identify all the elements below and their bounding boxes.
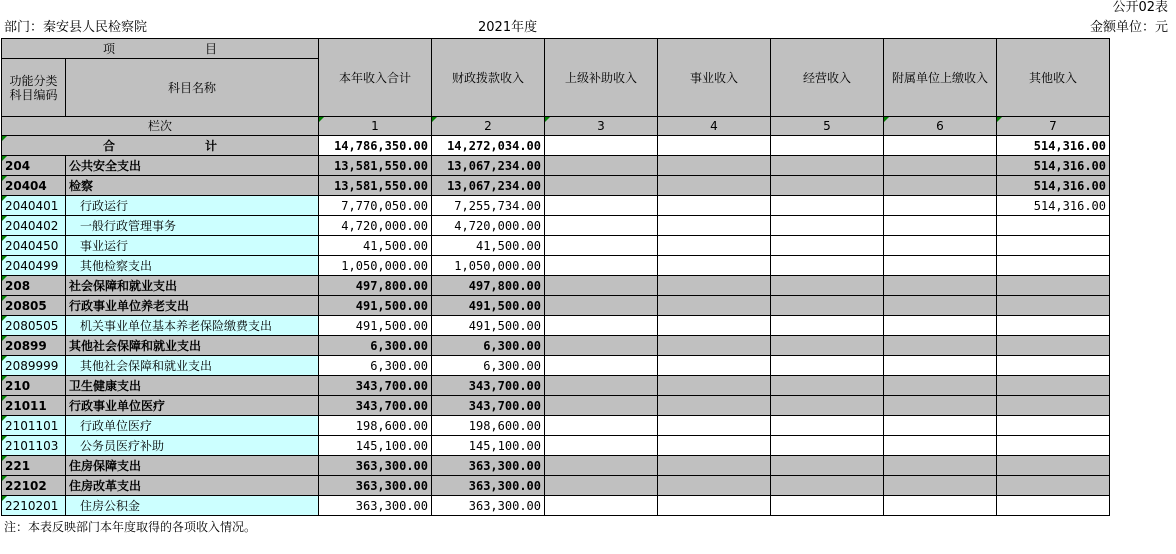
amount-cell: 514,316.00 [997,196,1110,216]
table-row [2,276,1110,296]
amount-cell [997,316,1110,336]
col-header-operating: 经营收入 [771,39,884,117]
fiscal-year: 2021年度 [478,20,538,35]
subject-name: 其他检察支出 [66,256,319,276]
amount-cell [658,336,771,356]
amount-cell [658,436,771,456]
amount-cell [997,236,1110,256]
amount-cell [771,436,884,456]
subject-code: 210 [2,376,66,396]
amount-cell: 514,316.00 [997,176,1110,196]
amount-cell: 497,800.00 [432,276,545,296]
amount-cell: 4,720,000.00 [319,216,432,236]
subject-name: 住房公积金 [66,496,319,516]
amount-cell [771,416,884,436]
amount-cell [771,156,884,176]
amount-cell [771,176,884,196]
amount-cell [771,496,884,516]
total-value [545,136,658,156]
subject-name: 公共安全支出 [66,156,319,176]
amount-cell [884,376,997,396]
amount-cell [545,196,658,216]
amount-cell [545,176,658,196]
amount-cell [997,276,1110,296]
table-row [2,156,1110,176]
amount-cell [658,496,771,516]
amount-cell: 145,100.00 [432,436,545,456]
subject-name: 住房保障支出 [66,456,319,476]
table-row [2,316,1110,336]
amount-cell [545,216,658,236]
amount-cell [545,296,658,316]
amount-cell [997,256,1110,276]
amount-cell [884,456,997,476]
amount-cell: 491,500.00 [432,296,545,316]
footnote: 注：本表反映部门本年度取得的各项收入情况。 [4,520,257,534]
amount-cell [884,416,997,436]
amount-cell: 145,100.00 [319,436,432,456]
subject-name: 行政事业单位医疗 [66,396,319,416]
amount-cell [997,456,1110,476]
amount-cell [997,436,1110,456]
subject-code: 20805 [2,296,66,316]
amount-cell [545,356,658,376]
total-value [771,136,884,156]
subject-name: 社会保障和就业支出 [66,276,319,296]
amount-cell [771,316,884,336]
col-header-total: 本年收入合计 [319,39,432,117]
amount-cell [545,256,658,276]
amount-cell [884,356,997,376]
amount-cell: 363,300.00 [432,476,545,496]
table-row [2,356,1110,376]
amount-cell [658,356,771,376]
total-value: 14,786,350.00 [319,136,432,156]
amount-cell [884,296,997,316]
index-cell: 3 [545,117,658,136]
total-value: 14,272,034.00 [432,136,545,156]
amount-cell: 514,316.00 [997,156,1110,176]
subject-code: 2040401 [2,196,66,216]
table-row [2,456,1110,476]
amount-cell: 1,050,000.00 [319,256,432,276]
subject-code: 221 [2,456,66,476]
amount-cell [771,236,884,256]
amount-cell [658,216,771,236]
amount-cell: 363,300.00 [319,496,432,516]
amount-cell [771,376,884,396]
amount-cell [997,336,1110,356]
amount-cell: 4,720,000.00 [432,216,545,236]
amount-cell [545,436,658,456]
amount-cell [884,156,997,176]
amount-cell [884,196,997,216]
amount-cell [771,336,884,356]
subject-name: 检察 [66,176,319,196]
amount-cell: 1,050,000.00 [432,256,545,276]
col-header-business: 事业收入 [658,39,771,117]
amount-cell: 13,067,234.00 [432,176,545,196]
amount-cell [658,236,771,256]
subject-code: 2040450 [2,236,66,256]
amount-cell [545,336,658,356]
amount-cell [545,276,658,296]
amount-cell: 343,700.00 [319,396,432,416]
amount-cell [545,396,658,416]
amount-cell [545,496,658,516]
amount-cell: 13,581,550.00 [319,156,432,176]
amount-cell: 363,300.00 [432,456,545,476]
table-row [2,216,1110,236]
total-label: 合 计 [2,136,319,156]
amount-cell: 6,300.00 [319,336,432,356]
subject-name: 卫生健康支出 [66,376,319,396]
amount-cell: 13,067,234.00 [432,156,545,176]
amount-cell [545,376,658,396]
table-row [2,236,1110,256]
subject-code: 21011 [2,396,66,416]
subject-code: 208 [2,276,66,296]
subject-name: 机关事业单位基本养老保险缴费支出 [66,316,319,336]
amount-cell: 363,300.00 [319,456,432,476]
amount-cell [771,276,884,296]
index-cell: 7 [997,117,1110,136]
amount-cell [545,456,658,476]
amount-cell: 6,300.00 [432,356,545,376]
amount-cell [771,216,884,236]
col-header-fiscal: 财政拨款收入 [432,39,545,117]
amount-cell: 363,300.00 [319,476,432,496]
table-row [2,436,1110,456]
subject-name: 其他社会保障和就业支出 [66,356,319,376]
amount-cell [658,156,771,176]
table-row [2,196,1110,216]
amount-cell: 41,500.00 [432,236,545,256]
amount-cell: 491,500.00 [319,296,432,316]
table-row [2,416,1110,436]
amount-cell [997,376,1110,396]
amount-cell [771,296,884,316]
department-label: 部门：秦安县人民检察院 [4,20,148,35]
amount-cell: 343,700.00 [319,376,432,396]
amount-cell [771,256,884,276]
amount-cell [545,416,658,436]
amount-cell [997,356,1110,376]
amount-cell [658,276,771,296]
subject-name: 行政单位医疗 [66,416,319,436]
subject-code: 2101101 [2,416,66,436]
index-cell: 2 [432,117,545,136]
amount-cell [658,416,771,436]
amount-cell [997,216,1110,236]
subject-code: 2089999 [2,356,66,376]
subject-name: 事业运行 [66,236,319,256]
table-row [2,376,1110,396]
subject-name: 行政运行 [66,196,319,216]
amount-cell [997,496,1110,516]
amount-cell [658,256,771,276]
index-cell: 4 [658,117,771,136]
col-header-other: 其他收入 [997,39,1110,117]
amount-cell [658,376,771,396]
amount-cell [771,196,884,216]
amount-cell [658,176,771,196]
table-row [2,176,1110,196]
subject-code: 2040499 [2,256,66,276]
amount-cell [884,236,997,256]
amount-cell: 7,770,050.00 [319,196,432,216]
amount-cell [884,216,997,236]
amount-cell [884,256,997,276]
subject-name-header: 科目名称 [66,59,319,117]
amount-cell: 198,600.00 [432,416,545,436]
amount-cell [658,396,771,416]
amount-cell [658,316,771,336]
subject-code: 2210201 [2,496,66,516]
amount-cell [884,476,997,496]
amount-cell [658,196,771,216]
amount-cell [997,416,1110,436]
amount-cell [658,476,771,496]
subject-name: 一般行政管理事务 [66,216,319,236]
amount-cell: 343,700.00 [432,376,545,396]
table-row [2,296,1110,316]
amount-cell [545,236,658,256]
amount-cell [545,316,658,336]
col-header-superior: 上级补助收入 [545,39,658,117]
amount-cell [771,356,884,376]
amount-cell: 7,255,734.00 [432,196,545,216]
amount-cell: 198,600.00 [319,416,432,436]
table-row [2,256,1110,276]
item-header: 项 目 [2,39,319,59]
subject-name: 行政事业单位养老支出 [66,296,319,316]
index-label: 栏次 [2,117,319,136]
amount-cell: 363,300.00 [432,496,545,516]
amount-cell [545,476,658,496]
income-table [1,38,1110,516]
func-code-header: 功能分类 科目编码 [2,59,66,117]
amount-cell [658,296,771,316]
subject-code: 204 [2,156,66,176]
table-row [2,476,1110,496]
amount-cell: 13,581,550.00 [319,176,432,196]
amount-cell [771,456,884,476]
index-cell: 5 [771,117,884,136]
amount-cell [884,316,997,336]
amount-cell [884,336,997,356]
subject-code: 20404 [2,176,66,196]
currency-unit: 金额单位：元 [1089,20,1168,35]
amount-cell: 6,300.00 [432,336,545,356]
subject-code: 2101103 [2,436,66,456]
amount-cell: 41,500.00 [319,236,432,256]
amount-cell [884,496,997,516]
amount-cell: 343,700.00 [432,396,545,416]
table-row [2,396,1110,416]
amount-cell [545,156,658,176]
table-row [2,336,1110,356]
amount-cell [884,176,997,196]
amount-cell [771,396,884,416]
amount-cell [884,436,997,456]
amount-cell [884,276,997,296]
index-cell: 1 [319,117,432,136]
amount-cell: 491,500.00 [319,316,432,336]
table-code: 公开02表 [1112,0,1168,15]
index-cell: 6 [884,117,997,136]
amount-cell [997,396,1110,416]
amount-cell: 491,500.00 [432,316,545,336]
amount-cell: 497,800.00 [319,276,432,296]
amount-cell [997,476,1110,496]
amount-cell [884,396,997,416]
total-value [658,136,771,156]
col-header-subsidiary: 附属单位上缴收入 [884,39,997,117]
subject-code: 22102 [2,476,66,496]
subject-code: 20899 [2,336,66,356]
subject-code: 2080505 [2,316,66,336]
total-value [884,136,997,156]
subject-name: 住房改革支出 [66,476,319,496]
amount-cell [658,456,771,476]
amount-cell: 6,300.00 [319,356,432,376]
amount-cell [771,476,884,496]
total-value: 514,316.00 [997,136,1110,156]
subject-name: 公务员医疗补助 [66,436,319,456]
table-row [2,496,1110,516]
subject-name: 其他社会保障和就业支出 [66,336,319,356]
amount-cell [997,296,1110,316]
subject-code: 2040402 [2,216,66,236]
